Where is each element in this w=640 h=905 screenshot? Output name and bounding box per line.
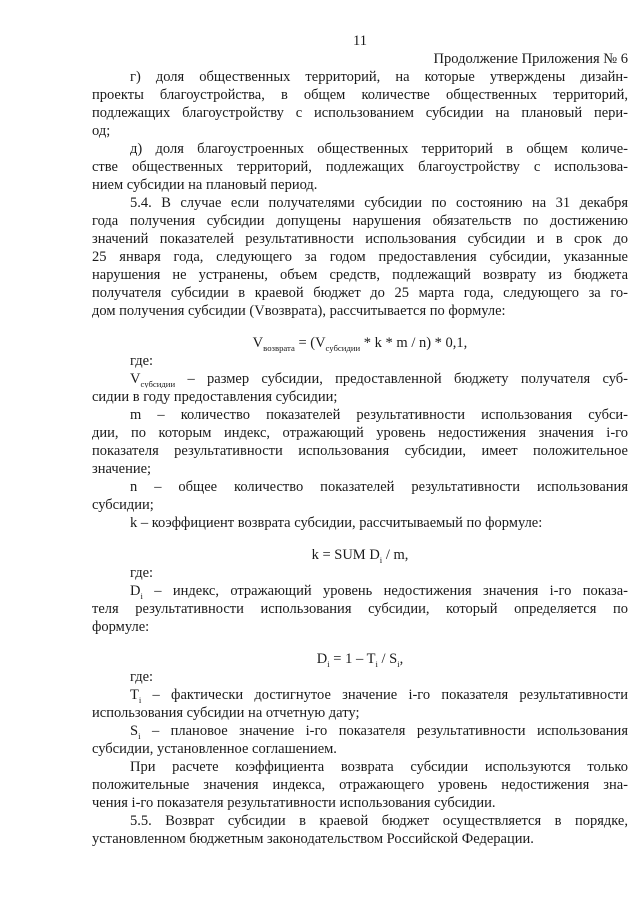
page-number: 11 [353,33,367,49]
text-line: получателя субсидии в краевой бюджет до 25 марта года, следующего за го- [92,285,628,301]
text-line: г) доля общественных территорий, на которые утверждены дизайн- [130,69,628,85]
text-line: подлежащих благоустройству с использованием субсидии на плановый пери- [92,105,628,121]
text-line: значение; [92,461,152,477]
text-line: чения i-го показателя результативности использования субсидии. [92,795,496,811]
document-content [92,68,628,848]
text-line: нием субсидии на плановый период. [92,177,318,193]
text-line: $D_i$ – индекс, отражающий уровень недостижения значения i-го показа- [130,583,628,600]
text-line: установленном бюджетным законодательством Российской Федерации. [92,831,534,847]
text-line: показателя результативности использования субсидии, имеет положительное [92,443,628,459]
paragraph [92,514,628,532]
text-line: 25 января года, следующего за годом предоставления субсидии, указанные [92,249,628,265]
text-line: проекты благоустройства, в общем количестве общественных территорий, [92,87,628,103]
appendix-continuation-header: Продолжение Приложения № 6 [433,51,628,67]
subscript: i [138,730,141,740]
paragraph [92,686,628,722]
paragraph [92,406,628,478]
paragraph [92,582,628,636]
text-line: 5.5. Возврат субсидии в краевой бюджет осуществляется в порядке, [130,813,628,829]
text-line: где: [130,669,154,685]
subscript: субсидии [325,342,361,353]
text-line: где: [130,353,154,369]
paragraph [92,194,628,320]
paragraph [92,370,628,406]
text-line: $S_i$ – плановое значение i-го показателя результативности использования [130,723,628,740]
subscript: субсидии [140,378,176,388]
formula: k = SUM $D_i$ / m, [311,547,409,565]
text-line: субсидии, установленное соглашением. [92,741,337,757]
text-line: положительные значения индекса, отражающего уровень недостижения зна- [92,777,628,793]
paragraph [92,668,628,686]
subscript: i [397,658,400,669]
paragraph [92,140,628,194]
subscript: i [375,658,378,669]
text-line: формуле: [92,619,150,635]
text-line: од; [92,123,111,139]
subscript: i [327,658,330,669]
subscript: i [138,694,142,704]
text-line: m – количество показателей результативности использования субси- [130,407,628,423]
text-line: теля результативности использования субсидии, который определяется по [92,601,628,617]
text-line: дии, по которым индекс, отражающий уровень недостижения значения i-го [92,425,628,441]
paragraph [92,68,628,140]
text-line: $T_i$ – фактически достигнутое значение i-го показателя результативности [130,687,628,704]
text-line: дом получения субсидии (Vвозврата), рассчитывается по формуле: [92,303,506,319]
text-line: n – общее количество показателей результативности использования [130,479,628,495]
paragraph [92,352,628,370]
subscript: i [140,590,143,600]
formula: $D_i = 1 - T_i / S_i$, [316,651,404,669]
subscript: возврата [263,342,295,353]
text-line: При расчете коэффициента возврата субсидии используются только [130,759,628,775]
text-line: сидии в году предоставления субсидии; [92,389,338,405]
text-line: нарушения не устранены, объем средств, подлежащий возврату из бюджета [92,267,628,283]
text-line: года получения субсидии допущены нарушения обязательств по достижению [92,213,628,229]
paragraph [92,564,628,582]
text-line: где: [130,565,154,581]
paragraph [92,812,628,848]
text-line: стве общественных территорий, подлежащих благоустройству с использова- [92,159,628,175]
paragraph [92,478,628,514]
text-line: субсидии; [92,497,154,513]
text-line: использования субсидии на отчетную дату; [92,705,360,721]
formula: $V_{возврата} = (V_{субсидии} * k * m / n) * 0,1$, [252,335,468,353]
text-line: $V_{субсидии}$ – размер субсидии, предоставленной бюджету получателя суб- [130,371,628,388]
text-line: значений показателей результативности использования субсидии и в срок до [92,231,628,247]
paragraph [92,722,628,758]
subscript: i [379,554,383,565]
text-line: 5.4. В случае если получателями субсидии по состоянию на 31 декабря [130,195,628,211]
paragraph [92,758,628,812]
text-line: k – коэффициент возврата субсидии, рассчитываемый по формуле: [130,515,543,531]
text-line: д) доля благоустроенных общественных территорий в общем количе- [130,141,628,157]
